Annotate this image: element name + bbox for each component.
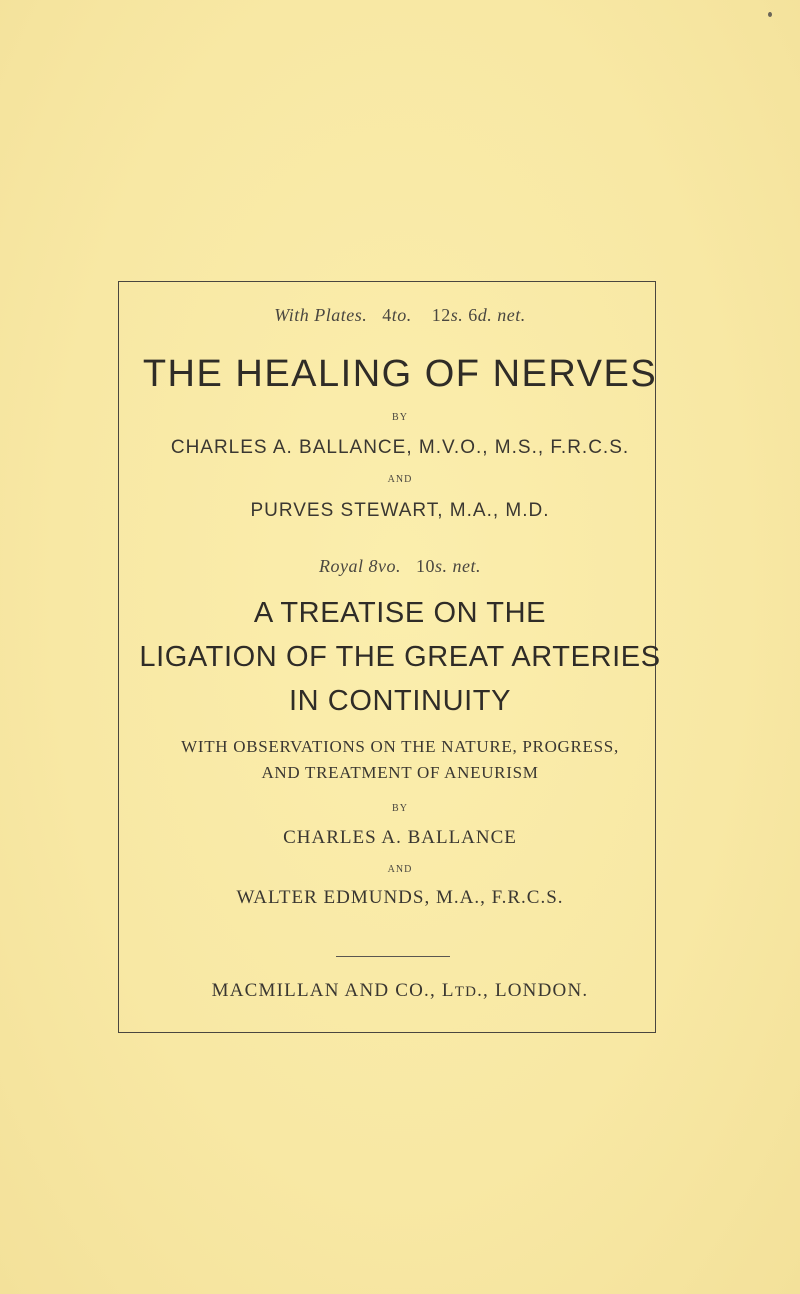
book1-price-shillings: 12 [431, 305, 451, 325]
book2-and: AND [387, 864, 413, 875]
book2-subtitle-line2: AND TREATMENT OF ANEURISM [261, 763, 539, 782]
book1-by: BY [392, 412, 408, 423]
book1-author2: PURVES STEWART, M.A., M.D. [250, 500, 550, 521]
book1-plates: With Plates. [274, 305, 368, 325]
book1-format-suffix: to. [391, 305, 412, 325]
paper-speck [768, 12, 772, 17]
book1-and: AND [387, 474, 413, 485]
book2-format-size: 8vo. [368, 556, 401, 576]
section-divider-rule [336, 956, 450, 957]
publisher-name-part2: ., LONDON. [477, 980, 589, 1001]
book2-format: Royal [319, 556, 364, 576]
book1-price-d: d. net. [477, 305, 526, 325]
publisher-ltd: TD [454, 984, 478, 1000]
book2-author2: WALTER EDMUNDS, M.A., F.R.C.S. [236, 887, 564, 908]
book1-price-s: s. [450, 305, 464, 325]
book1-title: THE HEALING OF NERVES [142, 353, 658, 395]
book2-title-line2: LIGATION OF THE GREAT ARTERIES [139, 641, 661, 673]
book2-by: BY [392, 803, 408, 814]
book2-author1: CHARLES A. BALLANCE [283, 827, 517, 848]
book2-title-line1: A TREATISE ON THE [253, 597, 547, 629]
book2-price-shillings: 10 [416, 556, 435, 576]
book1-price-line [0, 305, 800, 326]
book1-price-pence: 6 [468, 305, 478, 325]
book1-author1: CHARLES A. BALLANCE, M.V.O., M.S., F.R.C.S. [170, 437, 630, 458]
publisher-imprint [0, 980, 800, 1002]
book2-price-line [0, 556, 800, 577]
book2-price-s: s. net. [435, 556, 481, 576]
publisher-name-part1: MACMILLAN AND CO., L [211, 980, 455, 1001]
book1-format-number: 4 [382, 305, 392, 325]
book2-title-line3: IN CONTINUITY [288, 685, 512, 717]
book2-subtitle-line1: WITH OBSERVATIONS ON THE NATURE, PROGRESS, [181, 737, 619, 756]
